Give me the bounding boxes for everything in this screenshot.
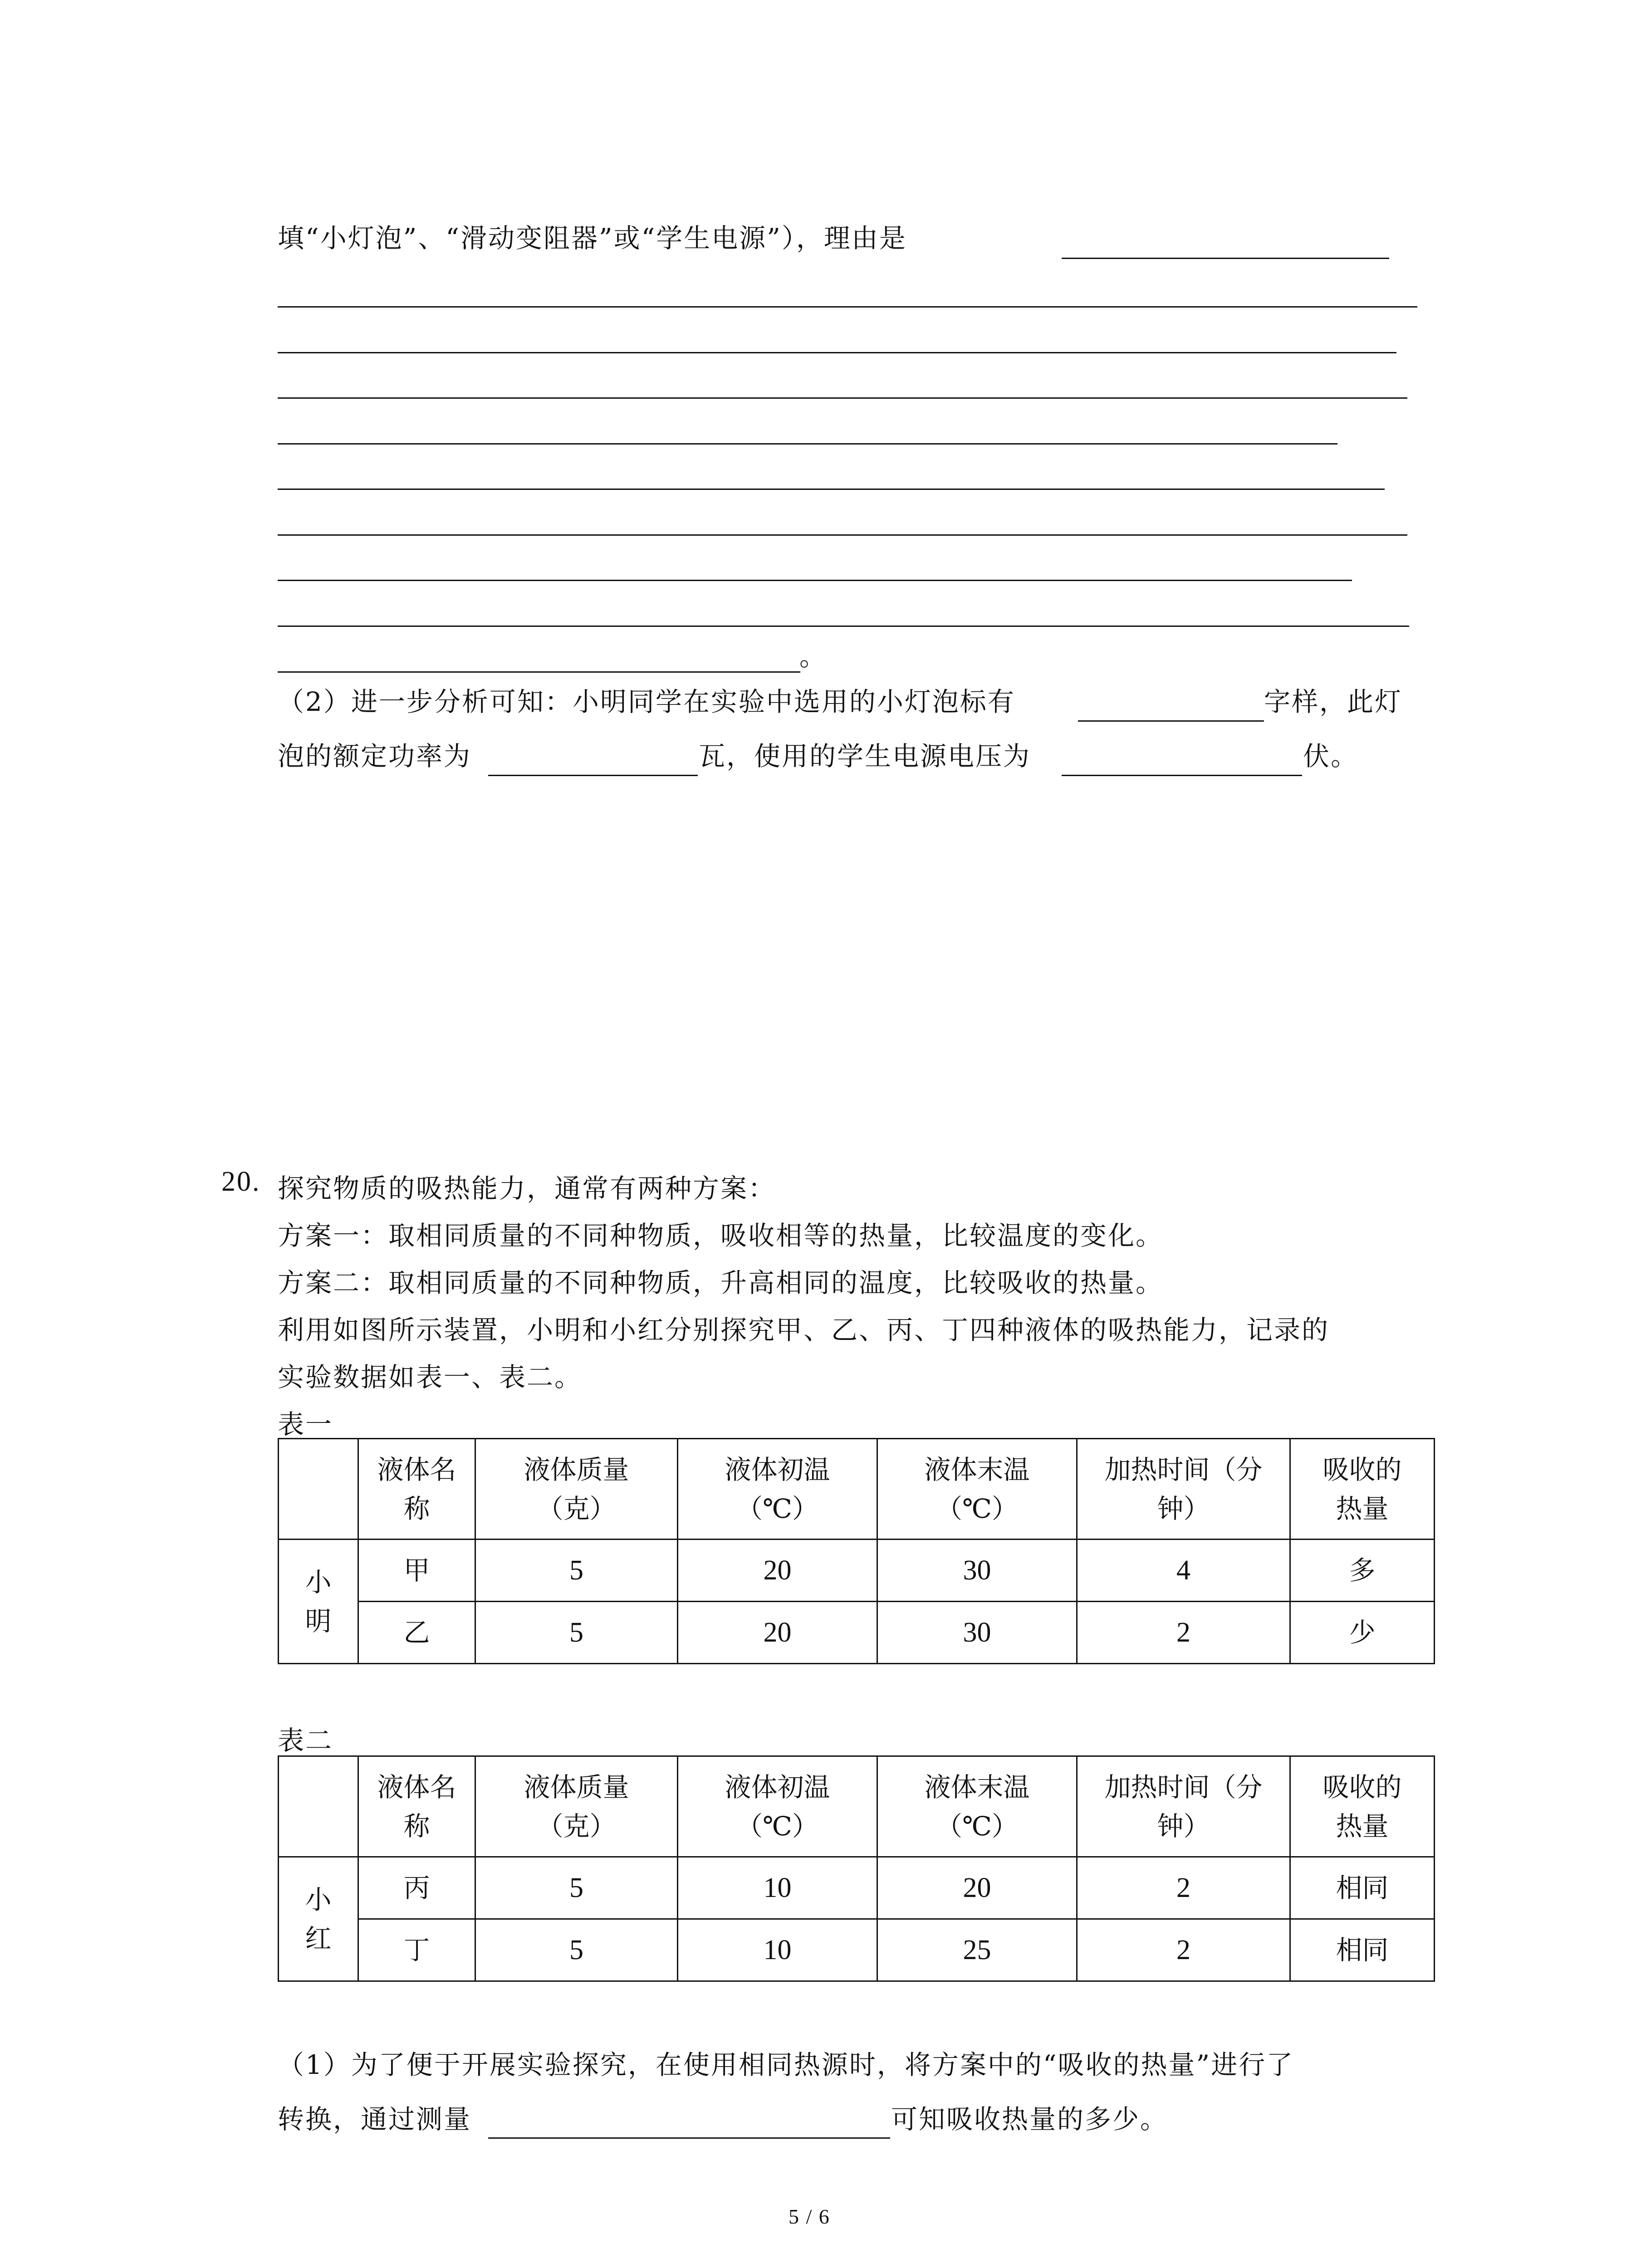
- table-corner-cell: [279, 1756, 358, 1857]
- q19-lamp-label-blank[interactable]: [1078, 720, 1264, 722]
- q19-part2-text: 伏。: [1303, 741, 1359, 772]
- q20-plan2: 方案二：取相同质量的不同种物质，升高相同的温度，比较吸收的热量。: [278, 1267, 1164, 1298]
- q20-number: 20.: [221, 1166, 261, 1197]
- table-header-cell: 液体初温 （℃）: [678, 1439, 877, 1540]
- table-cell: 5: [475, 1540, 678, 1602]
- q20-measure-blank[interactable]: [488, 2137, 890, 2139]
- q19-part2-text: 泡的额定功率为: [278, 741, 472, 772]
- table-header-cell: 加热时间（分 钟）: [1077, 1756, 1290, 1857]
- table-row: [279, 1602, 1435, 1664]
- table-group-cell: 小 明: [279, 1540, 358, 1664]
- q19-end-period: 。: [799, 641, 828, 672]
- table-cell: 2: [1077, 1857, 1290, 1919]
- table-header-cell: 加热时间（分 钟）: [1077, 1439, 1290, 1540]
- table-cell: 20: [678, 1540, 877, 1602]
- table-header-cell: 液体初温 （℃）: [678, 1756, 877, 1857]
- table-cell: 10: [678, 1857, 877, 1919]
- table-cell: 丙: [358, 1857, 475, 1919]
- q19-answer-line[interactable]: [278, 306, 1417, 308]
- table-cell: 10: [678, 1919, 877, 1981]
- q20-intro: 探究物质的吸热能力，通常有两种方案：: [278, 1173, 776, 1204]
- table-header-cell: 液体质量 （克）: [475, 1756, 678, 1857]
- q19-answer-line[interactable]: [278, 397, 1407, 399]
- table-cell: 相同: [1290, 1857, 1435, 1919]
- table-cell: 多: [1290, 1540, 1435, 1602]
- table-header-cell: 液体质量 （克）: [475, 1439, 678, 1540]
- table-row: [279, 1919, 1435, 1981]
- table-cell: 相同: [1290, 1919, 1435, 1981]
- q20-description: 实验数据如表一、表二。: [278, 1362, 583, 1393]
- table-cell: 2: [1077, 1602, 1290, 1664]
- table-cell: 20: [877, 1857, 1077, 1919]
- table-cell: 30: [877, 1602, 1077, 1664]
- table-header-cell: 液体名 称: [358, 1439, 475, 1540]
- table1-caption: 表一: [278, 1409, 333, 1440]
- q20-plan1: 方案一：取相同质量的不同种物质，吸收相等的热量，比较温度的变化。: [278, 1220, 1164, 1251]
- q19-answer-line[interactable]: [278, 580, 1352, 581]
- q19-reason-prompt: 填“小灯泡”、“滑动变阻器”或“学生电源”），理由是: [278, 223, 907, 254]
- q19-rated-power-blank[interactable]: [488, 775, 698, 776]
- table-cell: 25: [877, 1919, 1077, 1981]
- q20-part1-text: （1）为了便于开展实验探究，在使用相同热源时，将方案中的“吸收的热量”进行了: [278, 2049, 1294, 2080]
- q19-answer-line[interactable]: [278, 671, 800, 673]
- table-cell: 5: [475, 1602, 678, 1664]
- q19-answer-line[interactable]: [278, 489, 1385, 490]
- table-cell: 5: [475, 1919, 678, 1981]
- table-cell: 甲: [358, 1540, 475, 1602]
- table-cell: 2: [1077, 1919, 1290, 1981]
- q19-reason-blank-1[interactable]: [1062, 258, 1389, 259]
- table-header-cell: 吸收的 热量: [1290, 1756, 1435, 1857]
- table2-caption: 表二: [278, 1725, 333, 1756]
- table-cell: 30: [877, 1540, 1077, 1602]
- q19-answer-line[interactable]: [278, 443, 1337, 445]
- page-number: 5 / 6: [789, 2205, 830, 2228]
- q20-part1-text: 转换，通过测量: [278, 2104, 472, 2135]
- table-cell: 少: [1290, 1602, 1435, 1664]
- table-header-cell: 液体末温 （℃）: [877, 1756, 1077, 1857]
- table-cell: 20: [678, 1602, 877, 1664]
- q19-answer-line[interactable]: [278, 626, 1409, 627]
- table-row: [279, 1540, 1435, 1602]
- data-table-2: [278, 1755, 1435, 1982]
- data-table-1: [278, 1438, 1435, 1664]
- table-row: [279, 1857, 1435, 1919]
- q19-answer-line[interactable]: [278, 352, 1396, 353]
- table-header-cell: 液体名 称: [358, 1756, 475, 1857]
- q19-answer-line[interactable]: [278, 534, 1407, 536]
- table-corner-cell: [279, 1439, 358, 1540]
- q20-part1-text: 可知吸收热量的多少。: [891, 2104, 1168, 2135]
- table-cell: 5: [475, 1857, 678, 1919]
- q19-part2-text: 瓦，使用的学生电源电压为: [699, 741, 1031, 772]
- q19-part2-text: （2）进一步分析可知：小明同学在实验中选用的小灯泡标有: [278, 686, 1015, 717]
- table-header-cell: 吸收的 热量: [1290, 1439, 1435, 1540]
- table-cell: 丁: [358, 1919, 475, 1981]
- table-group-cell: 小 红: [279, 1857, 358, 1981]
- q19-part2-text: 字样，此灯: [1264, 686, 1403, 717]
- table-cell: 4: [1077, 1540, 1290, 1602]
- q20-description: 利用如图所示装置，小明和小红分别探究甲、乙、丙、丁四种液体的吸热能力，记录的: [278, 1315, 1330, 1345]
- table-header-row: [279, 1439, 1435, 1540]
- q19-supply-voltage-blank[interactable]: [1062, 775, 1302, 776]
- table-header-row: [279, 1756, 1435, 1857]
- table-header-cell: 液体末温 （℃）: [877, 1439, 1077, 1540]
- table-cell: 乙: [358, 1602, 475, 1664]
